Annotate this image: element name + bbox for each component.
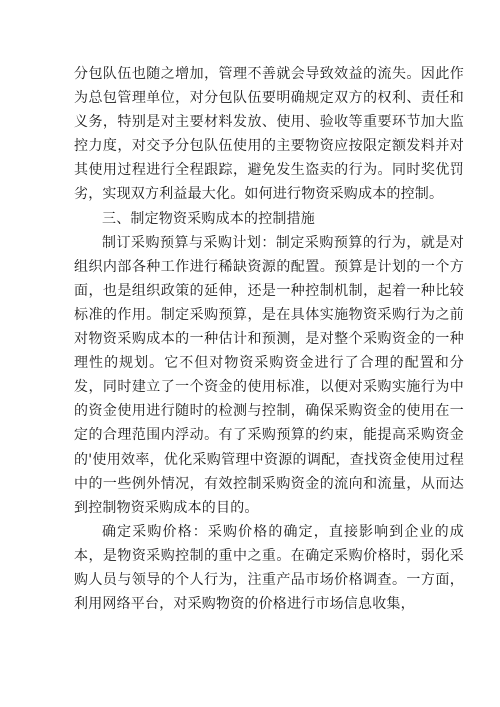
section-heading: 三、制定物资采购成本的控制措施: [102, 210, 315, 227]
paragraph-subcontractor-management: 分包队伍也随之增加，管理不善就会导致效益的流失。因此作为总包管理单位，对分包队伍要明确规定双方的权利、责任和义务，特别是对主要材料发放、使用、验收等重要环节加大监控力度，对交予分包队伍使用的主要物资应按限定额发料并对其使用过程进行全程跟踪，避免发生盗卖的行为。同时奖优罚劣，实现双方利益最大化。如何进行物资采购成本的控制。: [74, 66, 464, 203]
paragraph-purchase-price: 确定采购价格：采购价格的确定，直接影响到企业的成本，是物资采购控制的重中之重。在确定采购价格时，弱化采购人员与领导的个人行为，注重产品市场价格调查。一方面，利用网络平台，对采购物资的价格进行市场信息收集，: [74, 523, 464, 613]
paragraph-budget-plan: 制订采购预算与采购计划：制定采购预算的行为，就是对组织内部各种工作进行稀缺资源的配置。预算是计划的一个方面，也是组织政策的延伸，还是一种控制机制，起着一种比较标准的作用。制定采购预算，是在具体实施物资采购行为之前对物资采购成本的一种估计和预测，是对整个采购资金的一种理性的规划。它不但对物资采购资金进行了合理的配置和分发，同时建立了一个资金的使用标准，以便对采购实施行为中的资金使用进行随时的检测与控制，确保采购资金的使用在一定的合理范围内浮动。有了采购预算的约束，能提高采购资金的'使用效率，优化采购管理中资源的调配，查找资金使用过程中的一些例外情况，有效控制采购资金的流向和流量，从而达到控制物资采购成本的目的。: [74, 234, 464, 516]
document-body: [74, 62, 464, 616]
